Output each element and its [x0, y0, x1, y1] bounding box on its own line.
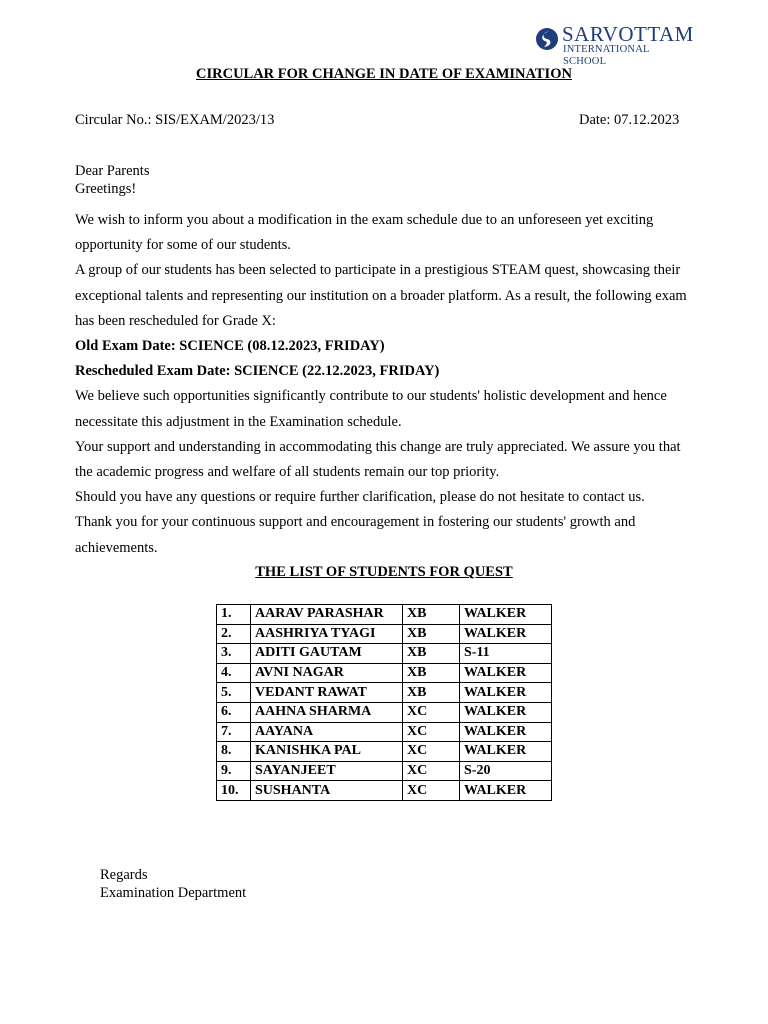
house-cell: WALKER — [460, 624, 552, 644]
greeting: Greetings! — [75, 181, 137, 197]
serial-cell: 3. — [217, 644, 251, 664]
table-row — [217, 702, 552, 722]
section-cell: XB — [403, 624, 460, 644]
salutation: Dear Parents — [75, 163, 150, 179]
table-row — [217, 722, 552, 742]
school-subtitle: INTERNATIONAL SCHOOL — [563, 44, 650, 67]
section-cell: XB — [403, 663, 460, 683]
name-cell: AAHNA SHARMA — [251, 702, 403, 722]
paragraph-support: Your support and understanding in accommodating this change are truly appreciated. We assure you that the academic progress and welfare of all students remain our top priority. — [75, 438, 681, 481]
section-cell: XC — [403, 702, 460, 722]
paragraph-contact: Should you have any questions or require further clarification, please do not hesitate to contact us. — [75, 489, 645, 506]
table-row — [217, 742, 552, 762]
house-cell: WALKER — [460, 722, 552, 742]
section-cell: XC — [403, 722, 460, 742]
paragraph-intro: We wish to inform you about a modification in the exam schedule due to an unforeseen yet exciting opportunity for some of our students. — [75, 212, 654, 254]
table-row — [217, 683, 552, 703]
name-cell: KANISHKA PAL — [251, 742, 403, 762]
table-row — [217, 605, 552, 625]
circular-body — [75, 208, 700, 561]
serial-cell: 7. — [217, 722, 251, 742]
table-row — [217, 781, 552, 801]
name-cell: AVNI NAGAR — [251, 663, 403, 683]
student-list-title: THE LIST OF STUDENTS FOR QUEST — [255, 564, 513, 580]
paragraph-thanks: Thank you for your continuous support and encouragement in fostering our students' growth and achievements. — [75, 514, 636, 556]
circular-title: CIRCULAR FOR CHANGE IN DATE OF EXAMINATION — [196, 66, 572, 82]
regards: Regards — [100, 867, 148, 883]
school-logo — [535, 22, 695, 67]
house-cell: S-20 — [460, 761, 552, 781]
serial-cell: 10. — [217, 781, 251, 801]
section-cell: XB — [403, 605, 460, 625]
house-cell: WALKER — [460, 742, 552, 762]
school-name: SARVOTTAM — [562, 22, 694, 46]
serial-cell: 1. — [217, 605, 251, 625]
section-cell: XB — [403, 683, 460, 703]
serial-cell: 9. — [217, 761, 251, 781]
serial-cell: 2. — [217, 624, 251, 644]
house-cell: WALKER — [460, 663, 552, 683]
name-cell: AAYANA — [251, 722, 403, 742]
name-cell: ADITI GAUTAM — [251, 644, 403, 664]
signature-block — [100, 866, 246, 902]
table-row — [217, 761, 552, 781]
serial-cell: 5. — [217, 683, 251, 703]
name-cell: AARAV PARASHAR — [251, 605, 403, 625]
section-cell: XC — [403, 761, 460, 781]
circular-date: Date: 07.12.2023 — [579, 112, 680, 128]
section-cell: XB — [403, 644, 460, 664]
table-row — [217, 644, 552, 664]
table-row — [217, 624, 552, 644]
paragraph-belief: We believe such opportunities significantly contribute to our students' holistic development and hence necessitate this adjustment in the Examination schedule. — [75, 388, 667, 430]
name-cell: SAYANJEET — [251, 761, 403, 781]
section-cell: XC — [403, 742, 460, 762]
old-exam-date: Old Exam Date: SCIENCE (08.12.2023, FRIDAY) — [75, 338, 385, 355]
table-row — [217, 663, 552, 683]
house-cell: S-11 — [460, 644, 552, 664]
student-table — [216, 604, 552, 801]
greeting-block — [75, 162, 149, 198]
rescheduled-exam-date: Rescheduled Exam Date: SCIENCE (22.12.2023, FRIDAY) — [75, 363, 440, 380]
serial-cell: 8. — [217, 742, 251, 762]
name-cell: VEDANT RAWAT — [251, 683, 403, 703]
department-name: Examination Department — [100, 885, 247, 901]
school-emblem-icon — [535, 24, 559, 54]
house-cell: WALKER — [460, 605, 552, 625]
house-cell: WALKER — [460, 683, 552, 703]
name-cell: SUSHANTA — [251, 781, 403, 801]
serial-cell: 6. — [217, 702, 251, 722]
house-cell: WALKER — [460, 781, 552, 801]
paragraph-quest: A group of our students has been selected to participate in a prestigious STEAM quest, showcasing their exceptional talents and representing our institution on a broader platform. As a result, the following exam has been rescheduled for Grade X: — [75, 262, 687, 329]
name-cell: AASHRIYA TYAGI — [251, 624, 403, 644]
circular-number: Circular No.: SIS/EXAM/2023/13 — [75, 112, 275, 128]
house-cell: WALKER — [460, 702, 552, 722]
serial-cell: 4. — [217, 663, 251, 683]
section-cell: XC — [403, 781, 460, 801]
